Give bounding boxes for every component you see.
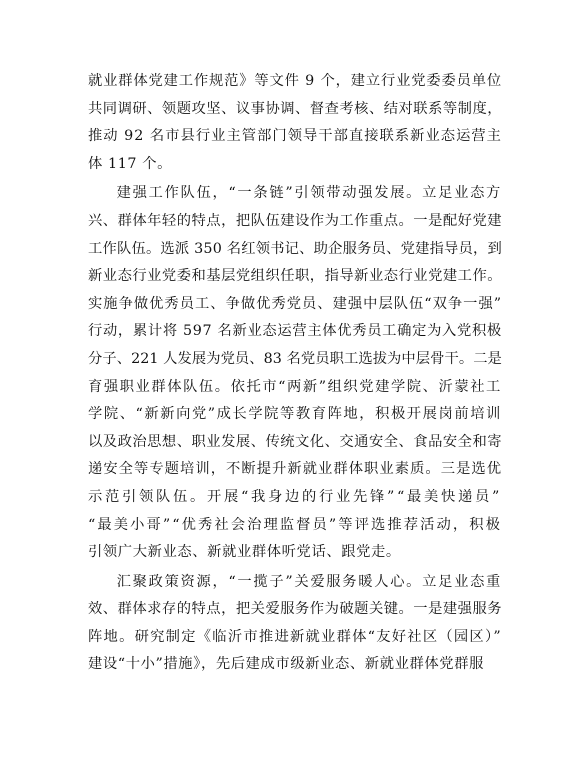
text-line: 工作队伍。选派 350 名红领书记、助企服务员、党建指导员，到	[88, 240, 502, 257]
text-line: 建设“十小”措施》，先后建成市级新业态、新就业群体党群服	[88, 656, 484, 673]
text-line: 行动，累计将 597 名新业态运营主体优秀员工确定为入党积极	[88, 323, 502, 340]
paragraph-2	[88, 180, 502, 566]
text-line: 效、群体求存的特点，把关爱服务作为破题关键。一是建强服务	[88, 601, 502, 618]
text-line: 新业态行业党委和基层党组织任职，指导新业态行业党建工作。	[88, 268, 502, 285]
text-line: 就业群体党建工作规范》等文件 9 个，建立行业党委委员单位	[88, 73, 502, 89]
text-line: 实施争做优秀员工、争做优秀党员、建强中层队伍“双争一强”	[88, 295, 502, 312]
text-line: 阵地。研究制定《临沂市推进新就业群体“友好社区（园区）”	[88, 628, 502, 645]
text-line: 引领广大新业态、新就业群体听党话、跟党走。	[88, 544, 401, 561]
text-line: 汇聚政策资源，“一揽子”关爱服务暖人心。立足业态重	[116, 573, 502, 590]
text-line: 育强职业群体队伍。依托市“两新”组织党建学院、沂蒙社工	[88, 378, 502, 395]
paragraph-3	[88, 569, 502, 679]
text-line: 分子、221 人发展为党员、83 名党员职工选拔为中层骨干。二是	[88, 350, 502, 367]
text-line: 推动 92 名市县行业主管部门领导干部直接联系新业态运营主	[88, 128, 502, 145]
text-line: 示范引领队伍。开展“我身边的行业先锋”“最美快递员”	[88, 488, 502, 505]
text-line: “最美小哥”“优秀社会治理监督员”等评选推荐活动，积极	[88, 516, 502, 533]
text-line: 递安全等专题培训，不断提升新就业群体职业素质。三是选优	[88, 461, 502, 478]
text-line: 共同调研、领题攻坚、议事协调、督查考核、结对联系等制度，	[88, 100, 502, 117]
text-line: 兴、群体年轻的特点，把队伍建设作为工作重点。一是配好党建	[88, 212, 502, 229]
text-line: 建强工作队伍，“一条链”引领带动强发展。立足业态方	[116, 185, 502, 202]
text-line: 体 117 个。	[88, 155, 173, 172]
text-line: 学院、“新新向党”成长学院等教育阵地，积极开展岗前培训	[88, 406, 502, 423]
text-line: 以及政治思想、职业发展、传统文化、交通安全、食品安全和寄	[88, 433, 502, 450]
paragraph-1	[88, 68, 502, 178]
